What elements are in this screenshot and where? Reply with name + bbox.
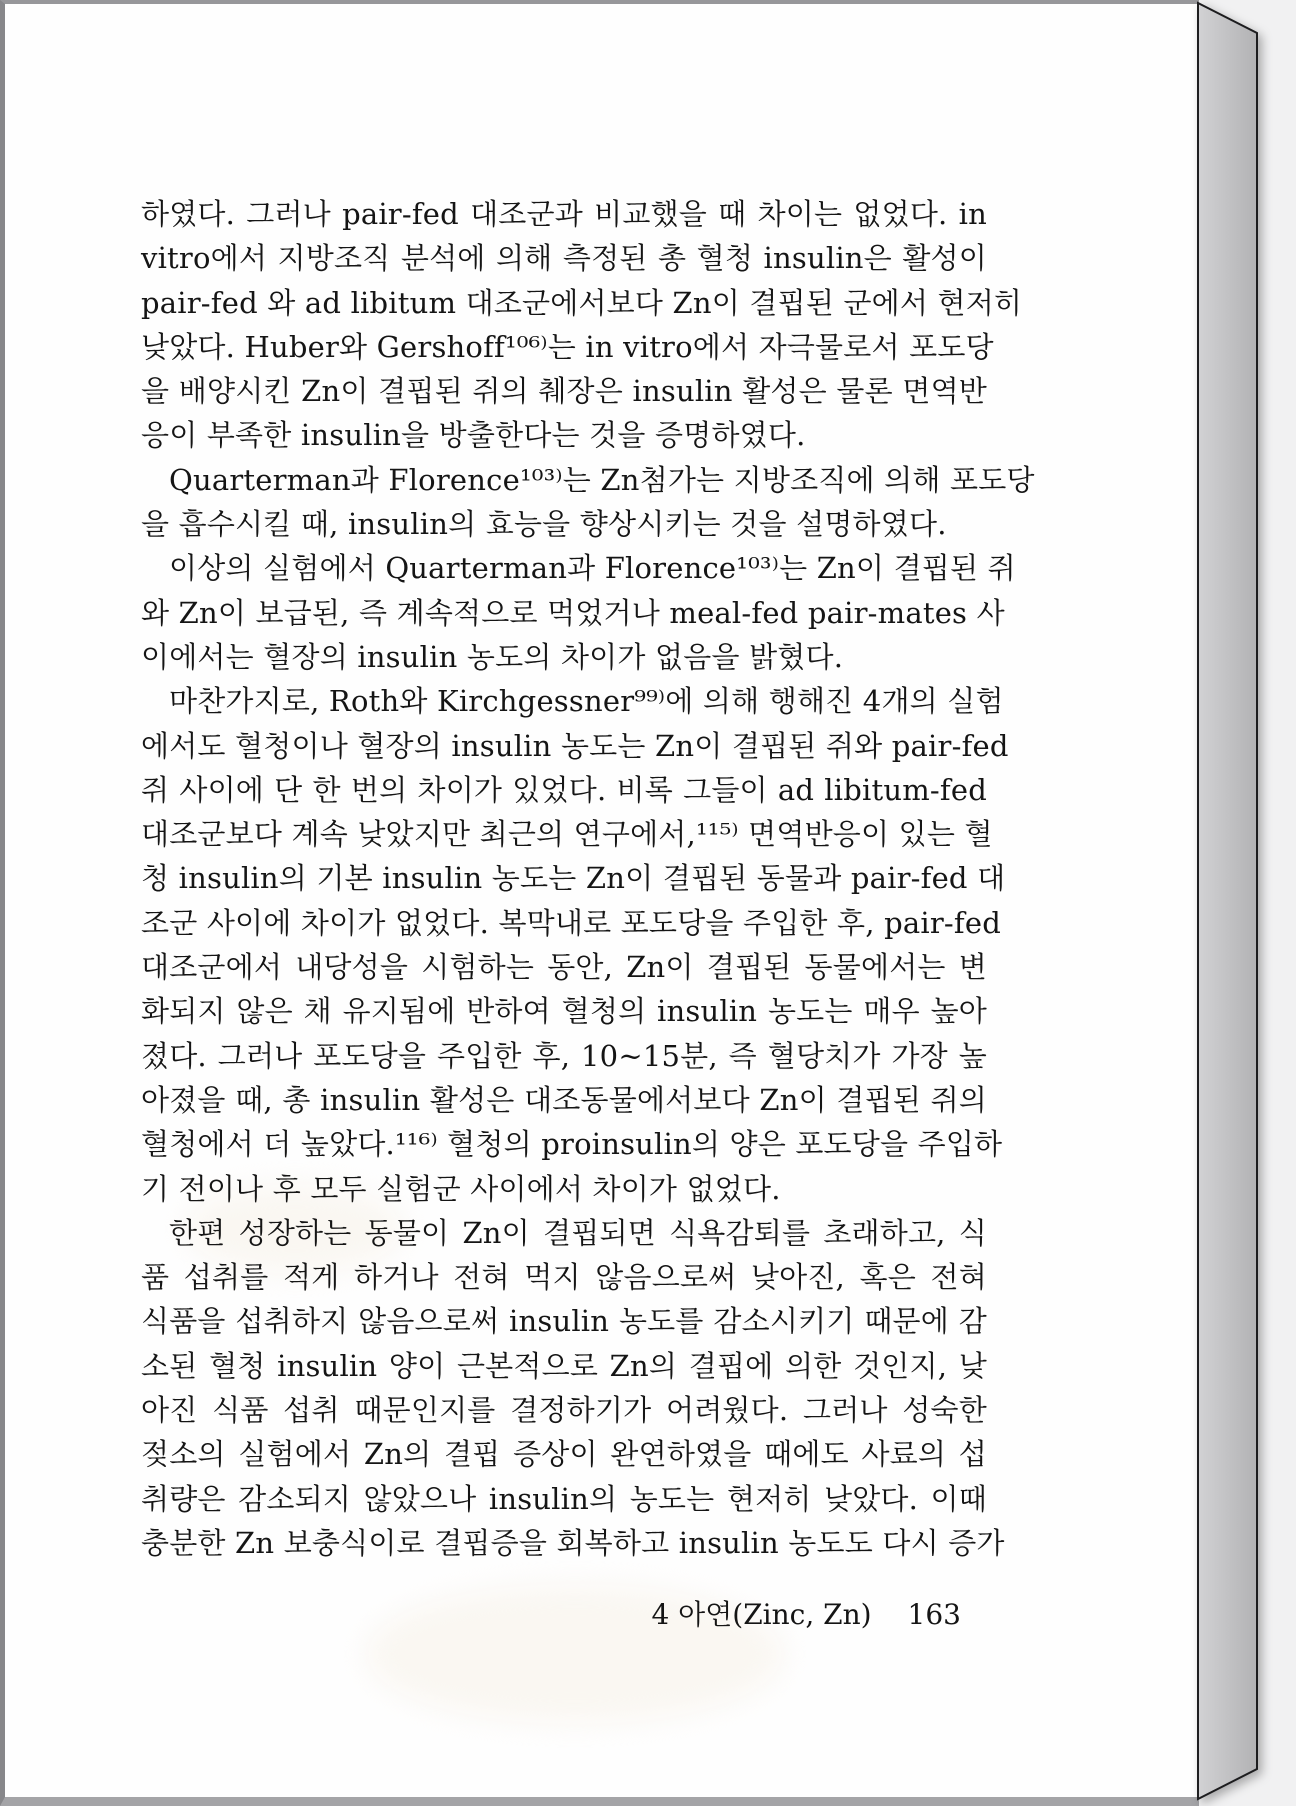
text-line: 기 전이나 후 모두 실험군 사이에서 차이가 없었다. [141,1171,781,1206]
text-line: 젖소의 실험에서 Zn의 결핍 증상이 완연하였을 때에도 사료의 섭 [141,1437,987,1472]
text-line: 품 섭취를 적게 하거나 전혀 먹지 않음으로써 낮아진, 혹은 전혀 [141,1260,987,1295]
text-line: 이상의 실험에서 Quarterman과 Florence¹⁰³⁾는 Zn이 결핍된 쥐 [169,551,1016,586]
text-line: 을 배양시킨 Zn이 결핍된 쥐의 췌장은 insulin 활성은 물론 면역반 [141,374,987,409]
text-line: 낮았다. Huber와 Gershoff¹⁰⁶⁾는 in vitro에서 자극물로서 포도당 [141,329,994,364]
chapter-label: 4 아연(Zinc, Zn) [651,1598,872,1631]
text-line: 식품을 섭취하지 않음으로써 insulin 농도를 감소시키기 때문에 감 [141,1304,987,1339]
text-line: 을 흡수시킬 때, insulin의 효능을 향상시키는 것을 설명하였다. [141,507,947,542]
text-line: 소된 혈청 insulin 양이 근본적으로 Zn의 결핍에 의한 것인지, 낮 [141,1348,987,1383]
text-line: 충분한 Zn 보충식이로 결핍증을 회복하고 insulin 농도도 다시 증가 [141,1525,1005,1560]
text-line: 응이 부족한 insulin을 방출한다는 것을 증명하였다. [141,418,806,453]
text-line: vitro에서 지방조직 분석에 의해 측정된 총 혈청 insulin은 활성이 [141,241,987,276]
text-line: 와 Zn이 보급된, 즉 계속적으로 먹었거나 meal-fed pair-mates 사 [141,595,1005,630]
text-line: 화되지 않은 채 유지됨에 반하여 혈청의 insulin 농도는 매우 높아 [141,994,987,1029]
text-line: 아졌을 때, 총 insulin 활성은 대조동물에서보다 Zn이 결핍된 쥐의 [141,1082,987,1117]
text-line: 대조군보다 계속 낮았지만 최근의 연구에서,¹¹⁵⁾ 면역반응이 있는 혈 [141,817,993,852]
text-line: 하였다. 그러나 pair-fed 대조군과 비교했을 때 차이는 없었다. in [141,197,987,231]
text-line: pair-fed 와 ad libitum 대조군에서보다 Zn이 결핍된 군에서 현저히 [141,285,1023,320]
page-footer [141,1593,987,1633]
text-line: 이에서는 혈장의 insulin 농도의 차이가 없음을 밝혔다. [141,639,844,674]
text-line: 한편 성장하는 동물이 Zn이 결핍되면 식욕감퇴를 초래하고, 식 [169,1215,987,1250]
text-line: 쥐 사이에 단 한 번의 차이가 있었다. 비록 그들이 ad libitum-fed [141,772,987,807]
text-line: 청 insulin의 기본 insulin 농도는 Zn이 결핍된 동물과 pair-fed 대 [141,861,1006,896]
text-line: 졌다. 그러나 포도당을 주입한 후, 10~15분, 즉 혈당치가 가장 높 [141,1038,987,1073]
page-body-text [141,192,1035,1565]
page-number: 163 [907,1598,961,1631]
text-line: 혈청에서 더 높았다.¹¹⁶⁾ 혈청의 proinsulin의 양은 포도당을 주입하 [141,1127,1003,1162]
text-line: 조군 사이에 차이가 없었다. 복막내로 포도당을 주입한 후, pair-fed [141,905,1001,940]
text-line: 대조군에서 내당성을 시험하는 동안, Zn이 결핍된 동물에서는 변 [141,950,987,985]
text-line: Quarterman과 Florence¹⁰³⁾는 Zn첨가는 지방조직에 의해 포도당 [169,462,1035,497]
text-line: 아진 식품 섭취 때문인지를 결정하기가 어려웠다. 그러나 성숙한 [141,1393,987,1428]
text-line: 에서도 혈청이나 혈장의 insulin 농도는 Zn이 결핍된 쥐와 pair-fed [141,728,1009,763]
text-line: 취량은 감소되지 않았으나 insulin의 농도는 현저히 낮았다. 이때 [141,1481,987,1516]
text-line: 마찬가지로, Roth와 Kirchgessner⁹⁹⁾에 의해 행해진 4개의 실험 [169,684,1004,719]
